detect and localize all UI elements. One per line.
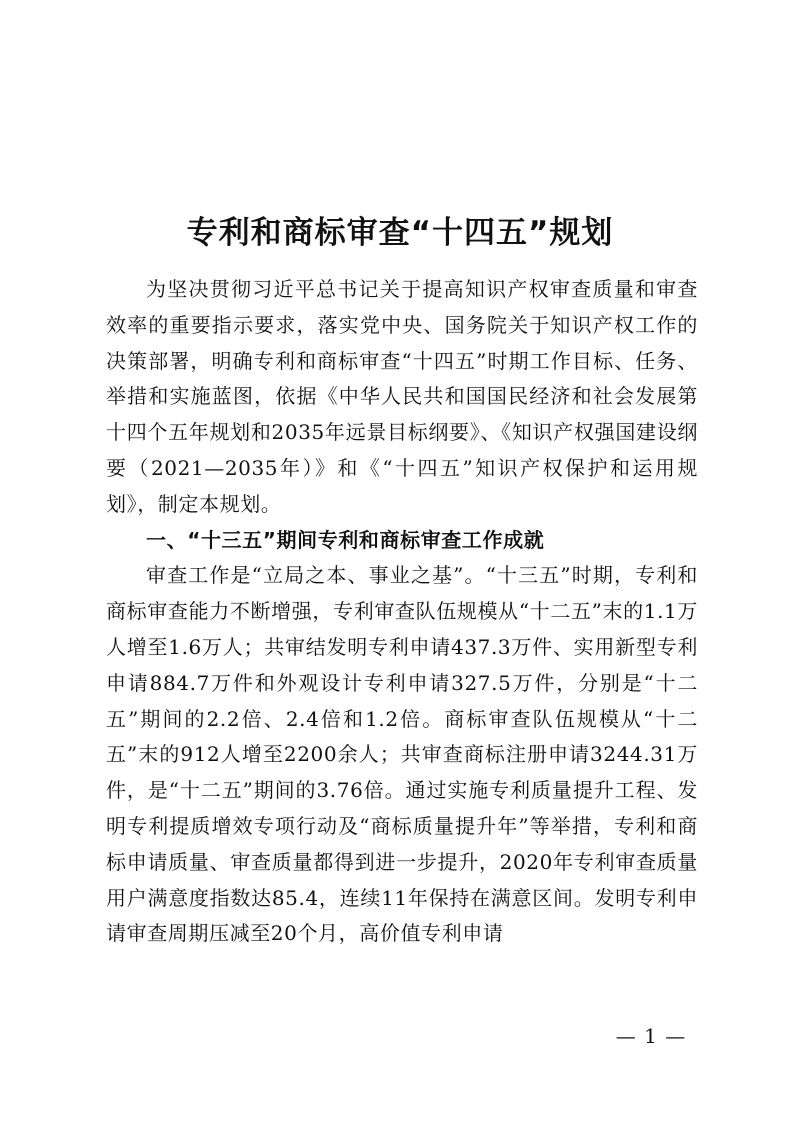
section-heading: 一、“十三五”期间专利和商标审查工作成就 bbox=[146, 527, 545, 552]
document-title: 专利和商标审查“十四五”规划 bbox=[186, 214, 614, 251]
page-number: — 1 — bbox=[615, 1024, 687, 1048]
intro-paragraph: 为坚决贯彻习近平总书记关于提高知识产权审查质量和审查效率的重要指示要求，落实党中央、国务院关于知识产权工作的决策部署，明确专利和商标审查“十四五”时期工作目标、任务、举措和实施蓝图，依据《中华人民共和国国民经济和社会发展第十四个五年规划和2035年远景目标纲要》、《知识产权强国建设纲要（2021—2035年）》和《“十四五”知识产权保护和运用规划》，制定本规划。 bbox=[106, 277, 698, 516]
document-body bbox=[106, 272, 698, 952]
section-paragraph: 审查工作是“立局之本、事业之基”。“十三五”时期，专利和商标审查能力不断增强，专利审查队伍规模从“十二五”末的1.1万人增至1.6万人；共审结发明专利申请437.3万件、实用新型专利申请884.7万件和外观设计专利申请327.5万件，分别是“十二五”期间的2.2倍、2.4倍和1.2倍。商标审查队伍规模从“十二五”末的912人增至2200余人；共审查商标注册申请3244.31万件，是“十二五”期间的3.76倍。通过实施专利质量提升工程、发明专利提质增效专项行动及“商标质量提升年”等举措，专利和商标申请质量、审查质量都得到进一步提升，2020年专利审查质量用户满意度指数达85.4，连续11年保持在满意区间。发明专利申请审查周期压减至20个月，高价值专利申请 bbox=[106, 563, 698, 946]
